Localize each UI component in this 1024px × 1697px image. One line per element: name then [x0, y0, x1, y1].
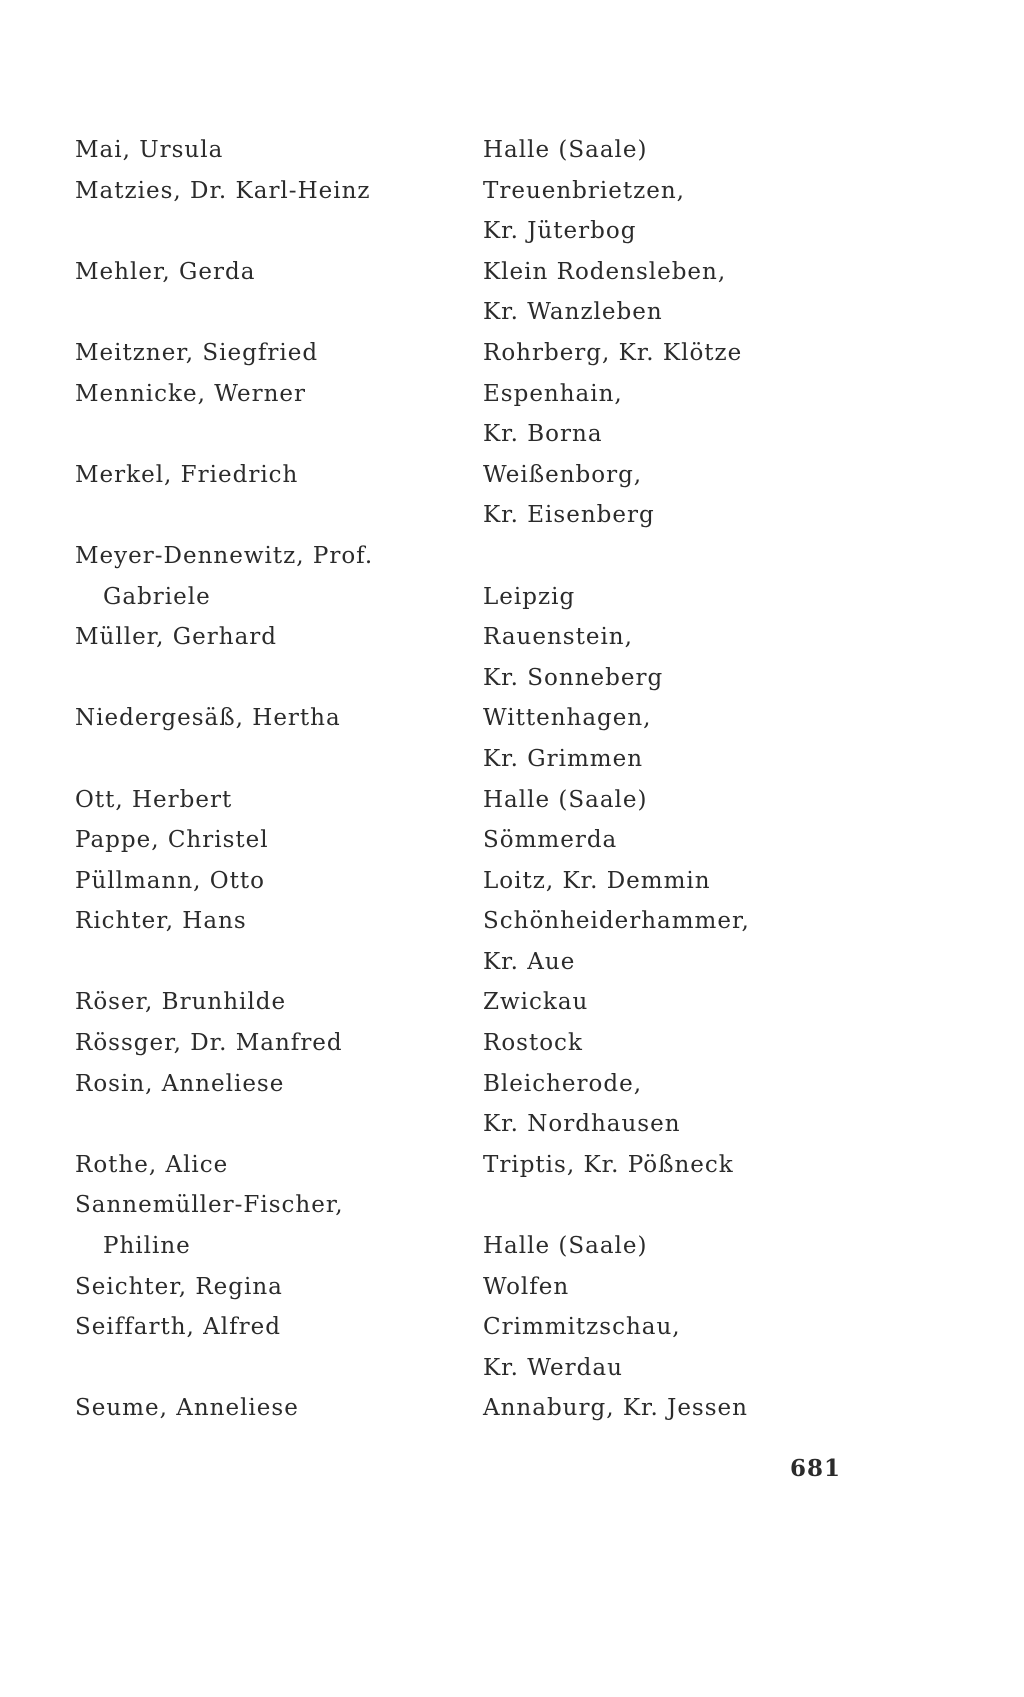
entry-name: Seichter, Regina	[75, 1273, 283, 1300]
entry-place: Kr. Sonneberg	[483, 664, 664, 691]
entry-name: Rössger, Dr. Manfred	[75, 1030, 343, 1057]
entry-name: Rosin, Anneliese	[75, 1070, 285, 1097]
entry-name: Niedergesäß, Hertha	[75, 705, 341, 732]
entry-place: Leipzig	[483, 583, 576, 610]
entry-place: Wolfen	[483, 1273, 570, 1300]
entry-name: Matzies, Dr. Karl-Heinz	[75, 177, 371, 204]
entry-name	[75, 211, 465, 252]
entry-name: Ott, Herbert	[75, 786, 233, 813]
entry-name	[75, 1104, 465, 1145]
entry-place: Kr. Borna	[483, 421, 603, 448]
entry-place: Kr. Wanzleben	[483, 299, 663, 326]
entry-name: Richter, Hans	[75, 908, 247, 935]
entry-name: Rothe, Alice	[75, 1151, 229, 1178]
entry-place: Bleicherode,	[483, 1070, 643, 1097]
entry-place: Kr. Eisenberg	[483, 502, 655, 529]
entry-place: Crimmitzschau,	[483, 1314, 681, 1341]
entry-name	[75, 495, 465, 536]
entry-place: Halle (Saale)	[483, 137, 648, 163]
entry-name: Mai, Ursula	[75, 137, 224, 163]
entry-place: Schönheiderhammer,	[483, 908, 750, 935]
entry-name	[75, 658, 465, 699]
entry-place: Rohrberg, Kr. Klötze	[483, 339, 743, 366]
entry-name: Sannemüller-Fischer,	[75, 1192, 344, 1219]
entry-place: Triptis, Kr. Pößneck	[483, 1151, 734, 1178]
entry-name: Mennicke, Werner	[75, 380, 306, 407]
entry-name	[75, 942, 465, 983]
entry-name: Müller, Gerhard	[75, 624, 277, 651]
entry-place: Kr. Grimmen	[483, 745, 644, 772]
entry-place: Kr. Aue	[483, 948, 576, 975]
entry-place: Annaburg, Kr. Jessen	[483, 1395, 748, 1422]
entry-name	[75, 1348, 465, 1389]
entry-name	[75, 292, 465, 333]
entry-place: Zwickau	[483, 989, 589, 1016]
names-column	[75, 130, 465, 1429]
entry-place: Kr. Jüterbog	[483, 218, 637, 245]
entry-name: Merkel, Friedrich	[75, 461, 299, 488]
entry-place: Sömmerda	[483, 827, 618, 854]
entry-name: Seiffarth, Alfred	[75, 1314, 281, 1341]
entry-name: Mehler, Gerda	[75, 258, 256, 285]
entry-name-continuation: Philine	[103, 1233, 191, 1260]
entry-name-continuation: Gabriele	[103, 583, 211, 610]
entry-name: Seume, Anneliese	[75, 1395, 299, 1422]
entry-place: Kr. Nordhausen	[483, 1111, 681, 1138]
entry-name	[75, 739, 465, 780]
entry-place: Kr. Werdau	[483, 1354, 623, 1381]
entry-place: Klein Rodensleben,	[483, 258, 727, 285]
entry-place: Espenhain,	[483, 380, 623, 407]
entry-name: Meyer-Dennewitz, Prof.	[75, 542, 374, 569]
entry-place: Halle (Saale)	[483, 786, 648, 813]
entry-place: Rauenstein,	[483, 624, 633, 651]
entry-place: Rostock	[483, 1030, 583, 1057]
entry-place: Wittenhagen,	[483, 705, 652, 732]
entry-name: Meitzner, Siegfried	[75, 339, 319, 366]
entry-place: Loitz, Kr. Demmin	[483, 867, 711, 894]
entry-name: Röser, Brunhilde	[75, 989, 287, 1016]
entry-place: Weißenborg,	[483, 461, 643, 488]
entry-place	[483, 536, 883, 577]
entry-name: Pappe, Christel	[75, 827, 269, 854]
entry-name	[75, 414, 465, 455]
entry-name: Püllmann, Otto	[75, 867, 265, 894]
entry-place	[483, 1185, 883, 1226]
entry-place: Halle (Saale)	[483, 1233, 648, 1260]
places-column	[483, 130, 883, 1429]
entry-place: Treuenbrietzen,	[483, 177, 685, 204]
page-number: 681	[790, 1455, 842, 1482]
